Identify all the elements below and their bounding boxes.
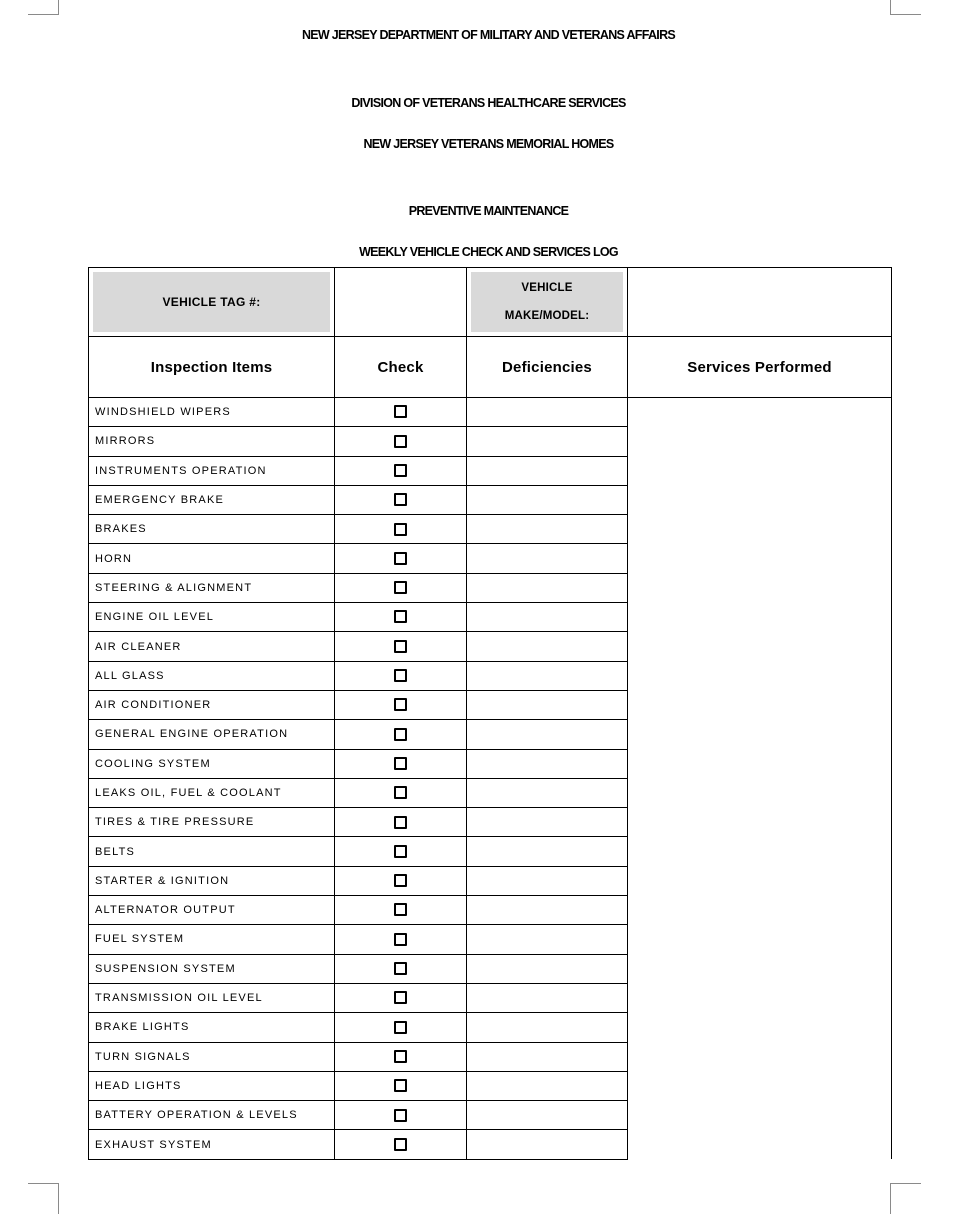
deficiencies-field[interactable] [467, 603, 628, 632]
deficiencies-field[interactable] [467, 1042, 628, 1071]
checkbox[interactable] [394, 786, 407, 799]
check-cell [335, 778, 467, 807]
check-cell [335, 954, 467, 983]
services-performed-field[interactable] [628, 398, 892, 1160]
deficiencies-field[interactable] [467, 896, 628, 925]
deficiencies-field[interactable] [467, 720, 628, 749]
vehicle-tag-field[interactable] [335, 268, 467, 337]
division-title: DIVISION OF VETERANS HEALTHCARE SERVICES [351, 96, 626, 110]
crop-mark-top-right [890, 0, 921, 15]
checkbox[interactable] [394, 493, 407, 506]
checkbox[interactable] [394, 1021, 407, 1034]
inspection-item-label: SUSPENSION SYSTEM [89, 954, 335, 983]
checkbox[interactable] [394, 816, 407, 829]
check-cell [335, 544, 467, 573]
homes-title: NEW JERSEY VETERANS MEMORIAL HOMES [363, 137, 614, 151]
inspection-item-label: FUEL SYSTEM [89, 925, 335, 954]
deficiencies-field[interactable] [467, 1013, 628, 1042]
inspection-item-label: ALL GLASS [89, 661, 335, 690]
check-cell [335, 427, 467, 456]
inspection-item-label: AIR CLEANER [89, 632, 335, 661]
vehicle-info-row [89, 268, 892, 337]
inspection-item-label: BRAKE LIGHTS [89, 1013, 335, 1042]
check-cell [335, 1101, 467, 1130]
inspection-item-label: TRANSMISSION OIL LEVEL [89, 983, 335, 1012]
check-cell [335, 1071, 467, 1100]
inspection-item-label: TURN SIGNALS [89, 1042, 335, 1071]
inspection-item-label: BRAKES [89, 515, 335, 544]
inspection-item-label: WINDSHIELD WIPERS [89, 398, 335, 427]
inspection-item-label: INSTRUMENTS OPERATION [89, 456, 335, 485]
inspection-item-label: AIR CONDITIONER [89, 690, 335, 719]
deficiencies-field[interactable] [467, 398, 628, 427]
deficiencies-field[interactable] [467, 485, 628, 514]
inspection-item-label: STEERING & ALIGNMENT [89, 573, 335, 602]
checkbox[interactable] [394, 669, 407, 682]
check-cell [335, 808, 467, 837]
inspection-item-label: HORN [89, 544, 335, 573]
check-cell [335, 398, 467, 427]
deficiencies-field[interactable] [467, 1130, 628, 1159]
checkbox[interactable] [394, 698, 407, 711]
inspection-item-label: ALTERNATOR OUTPUT [89, 896, 335, 925]
inspection-item-label: COOLING SYSTEM [89, 749, 335, 778]
check-cell [335, 896, 467, 925]
inspection-item-label: LEAKS OIL, FUEL & COOLANT [89, 778, 335, 807]
inspection-item-label: BELTS [89, 837, 335, 866]
section-title: PREVENTIVE MAINTENANCE [408, 204, 569, 218]
check-cell [335, 983, 467, 1012]
deficiencies-field[interactable] [467, 456, 628, 485]
checkbox[interactable] [394, 933, 407, 946]
deficiencies-field[interactable] [467, 808, 628, 837]
checkbox[interactable] [394, 1050, 407, 1063]
checkbox[interactable] [394, 581, 407, 594]
check-cell [335, 456, 467, 485]
check-cell [335, 749, 467, 778]
deficiencies-field[interactable] [467, 837, 628, 866]
check-cell [335, 1130, 467, 1159]
checkbox[interactable] [394, 610, 407, 623]
inspection-item-label: HEAD LIGHTS [89, 1071, 335, 1100]
checkbox[interactable] [394, 523, 407, 536]
inspection-item-label: GENERAL ENGINE OPERATION [89, 720, 335, 749]
check-cell [335, 1042, 467, 1071]
checkbox[interactable] [394, 1109, 407, 1122]
make-model-label-cell [467, 268, 628, 337]
make-model-field[interactable] [628, 268, 892, 337]
deficiencies-field[interactable] [467, 983, 628, 1012]
deficiencies-field[interactable] [467, 925, 628, 954]
check-cell [335, 690, 467, 719]
deficiencies-field[interactable] [467, 573, 628, 602]
check-cell [335, 603, 467, 632]
inspection-item-label: MIRRORS [89, 427, 335, 456]
make-model-label-line2: MAKE/MODEL: [504, 310, 590, 322]
check-cell [335, 515, 467, 544]
inspection-item-label: TIRES & TIRE PRESSURE [89, 808, 335, 837]
checkbox[interactable] [394, 874, 407, 887]
checkbox[interactable] [394, 757, 407, 770]
inspection-item-label: EXHAUST SYSTEM [89, 1130, 335, 1159]
vehicle-tag-label: VEHICLE TAG #: [93, 272, 330, 332]
checkbox[interactable] [394, 435, 407, 448]
column-header-row [89, 337, 892, 398]
deficiencies-field[interactable] [467, 1071, 628, 1100]
check-cell [335, 485, 467, 514]
deficiencies-field[interactable] [467, 661, 628, 690]
department-title: NEW JERSEY DEPARTMENT OF MILITARY AND VETERANS AFFAIRS [301, 28, 676, 42]
checkbox[interactable] [394, 903, 407, 916]
deficiencies-field[interactable] [467, 866, 628, 895]
col-header-services: Services Performed [628, 337, 892, 398]
checkbox[interactable] [394, 728, 407, 741]
table-row [89, 398, 892, 427]
deficiencies-field[interactable] [467, 544, 628, 573]
make-model-label-line1: VEHICLE [521, 282, 573, 294]
check-cell [335, 573, 467, 602]
check-cell [335, 632, 467, 661]
inspection-item-label: ENGINE OIL LEVEL [89, 603, 335, 632]
checkbox[interactable] [394, 464, 407, 477]
deficiencies-field[interactable] [467, 1101, 628, 1130]
check-cell [335, 837, 467, 866]
col-header-check: Check [335, 337, 467, 398]
col-header-inspection-items: Inspection Items [89, 337, 335, 398]
form-title: WEEKLY VEHICLE CHECK AND SERVICES LOG [359, 245, 618, 259]
crop-mark-bottom-left [28, 1183, 59, 1214]
check-cell [335, 1013, 467, 1042]
vehicle-check-table [88, 267, 892, 1160]
inspection-item-label: BATTERY OPERATION & LEVELS [89, 1101, 335, 1130]
deficiencies-field[interactable] [467, 749, 628, 778]
deficiencies-field[interactable] [467, 690, 628, 719]
check-cell [335, 720, 467, 749]
checkbox[interactable] [394, 1138, 407, 1151]
checkbox[interactable] [394, 962, 407, 975]
check-cell [335, 866, 467, 895]
crop-mark-top-left [28, 0, 59, 15]
deficiencies-field[interactable] [467, 515, 628, 544]
checkbox[interactable] [394, 991, 407, 1004]
deficiencies-field[interactable] [467, 778, 628, 807]
checkbox[interactable] [394, 640, 407, 653]
check-cell [335, 661, 467, 690]
check-cell [335, 925, 467, 954]
vehicle-tag-label-cell [89, 268, 335, 337]
checkbox[interactable] [394, 405, 407, 418]
deficiencies-field[interactable] [467, 427, 628, 456]
inspection-item-label: STARTER & IGNITION [89, 866, 335, 895]
checkbox[interactable] [394, 552, 407, 565]
crop-mark-bottom-right [890, 1183, 921, 1214]
checkbox[interactable] [394, 1079, 407, 1092]
col-header-deficiencies: Deficiencies [467, 337, 628, 398]
deficiencies-field[interactable] [467, 954, 628, 983]
deficiencies-field[interactable] [467, 632, 628, 661]
inspection-item-label: EMERGENCY BRAKE [89, 485, 335, 514]
checkbox[interactable] [394, 845, 407, 858]
